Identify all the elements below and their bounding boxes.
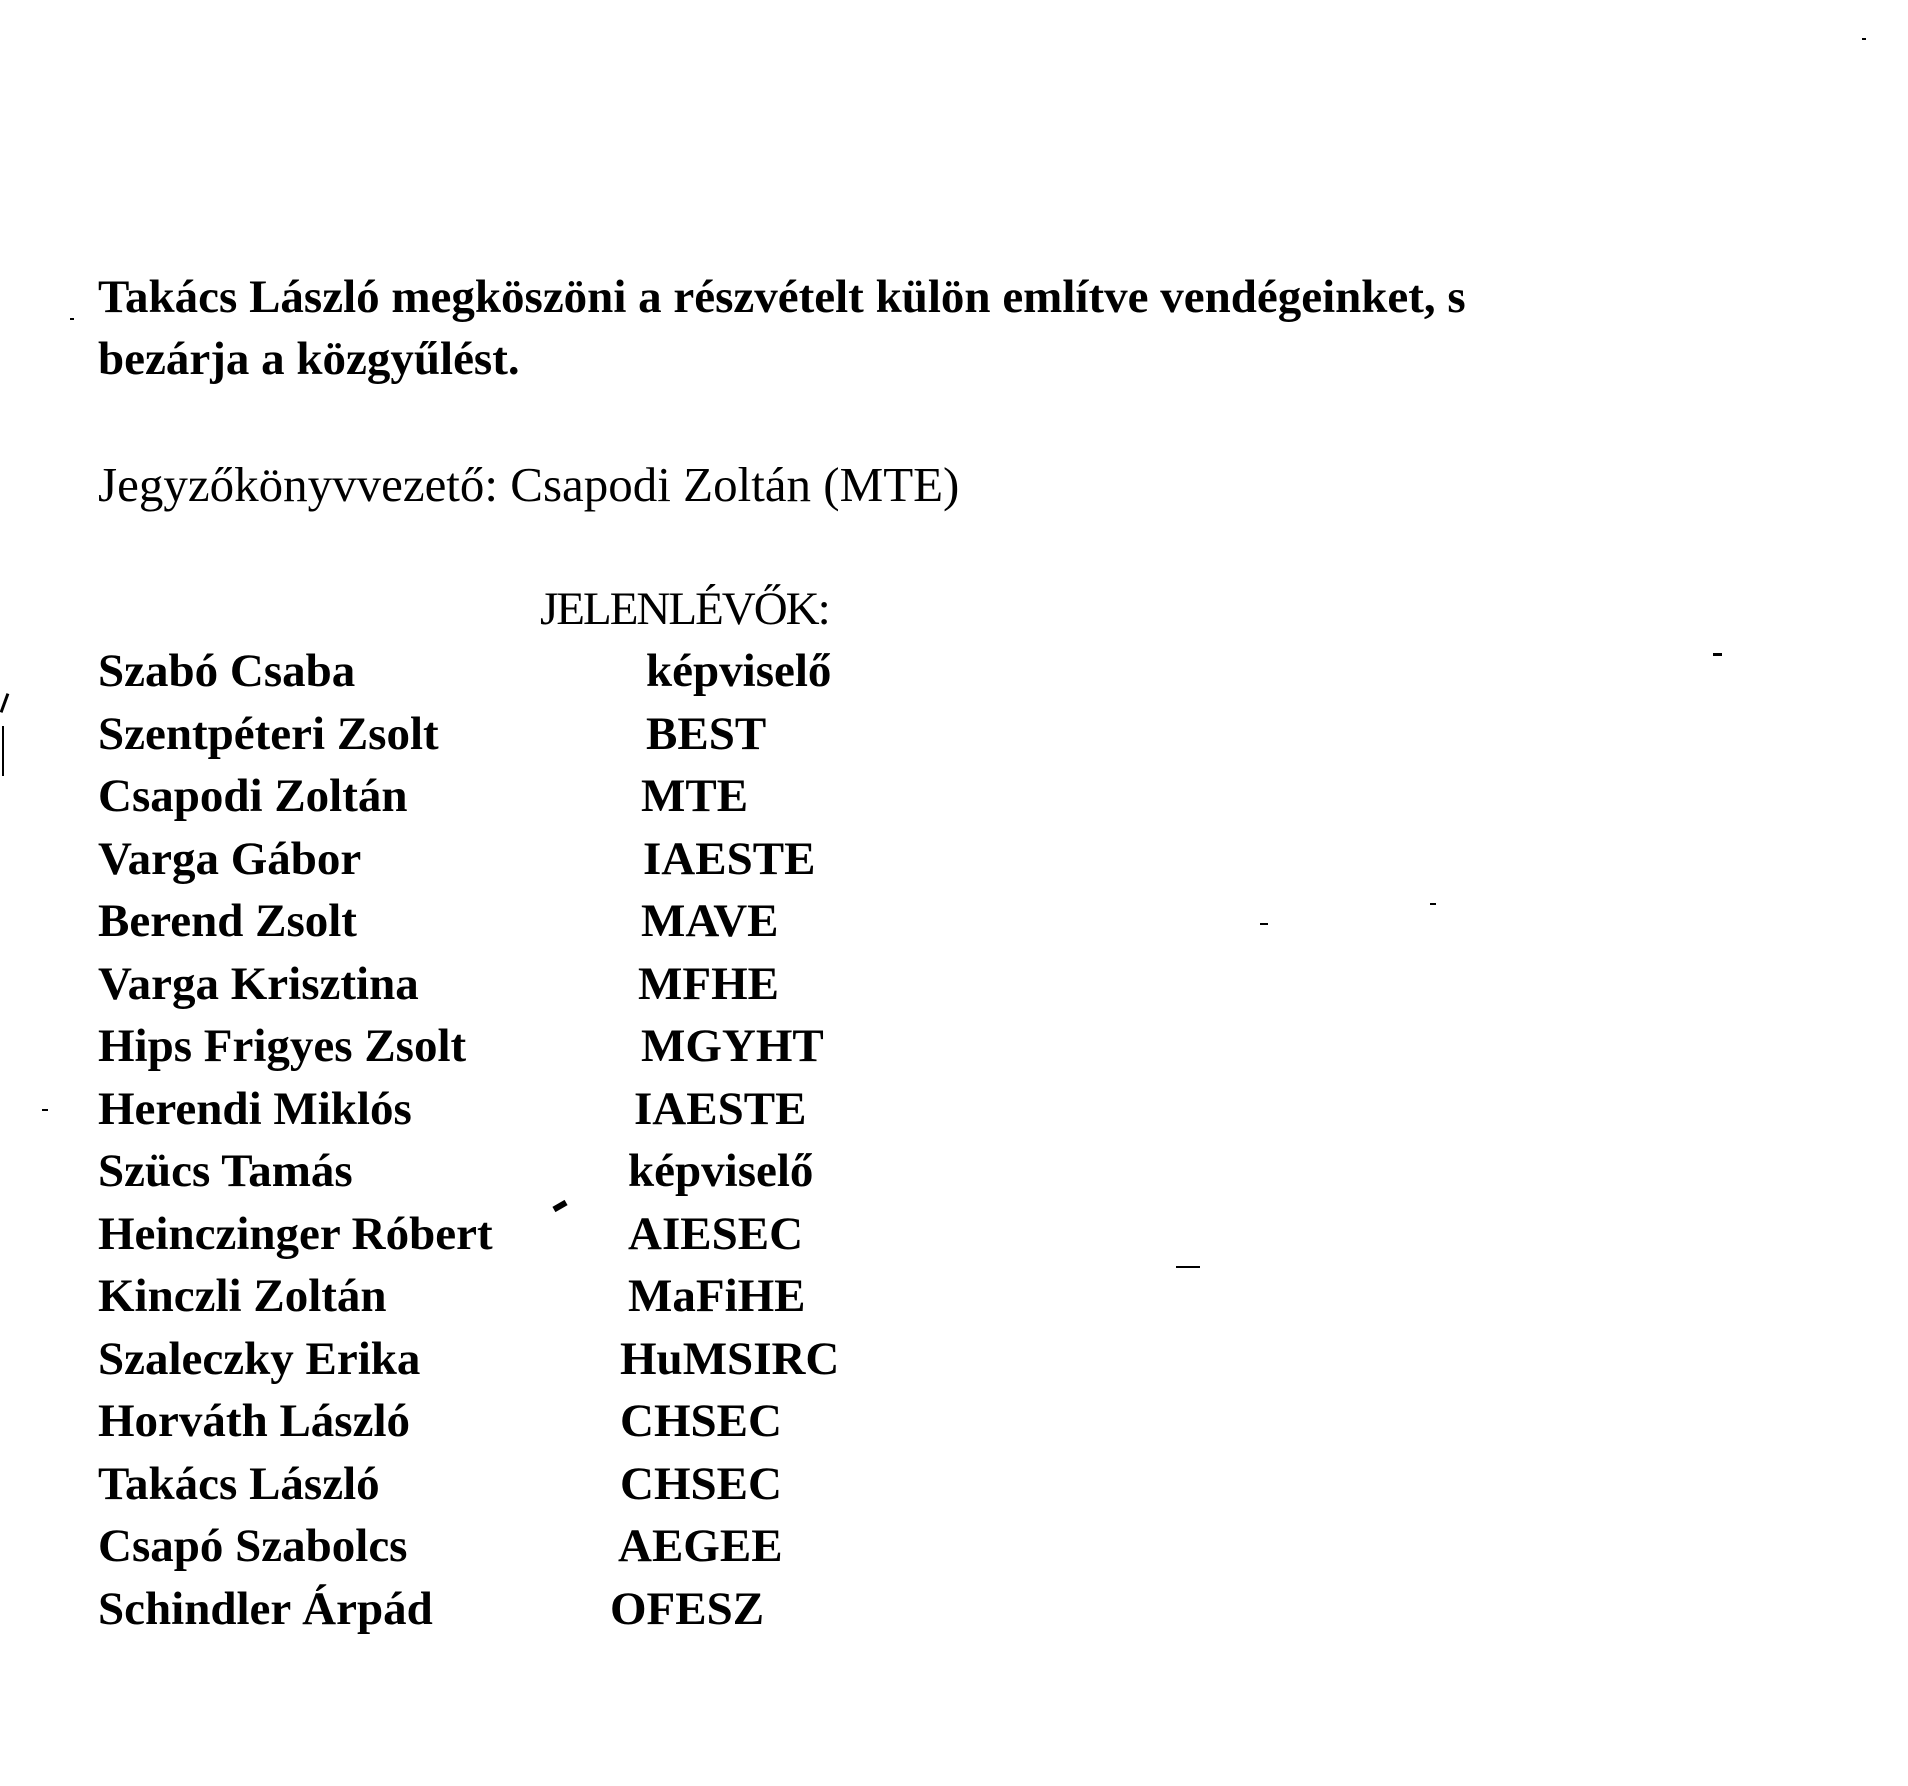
attendee-org: MAVE bbox=[641, 895, 779, 947]
attendee-row bbox=[98, 1140, 998, 1203]
scan-speck bbox=[1862, 38, 1866, 40]
attendee-org: AEGEE bbox=[618, 1520, 783, 1572]
scan-speck bbox=[42, 1109, 48, 1111]
attendee-row bbox=[98, 1515, 998, 1578]
attendee-row bbox=[98, 953, 998, 1016]
attendee-org: CHSEC bbox=[620, 1457, 782, 1510]
attendee-row bbox=[98, 1390, 998, 1453]
attendee-name: Heinczinger Róbert bbox=[98, 1207, 493, 1260]
scan-speck bbox=[1430, 903, 1436, 905]
attendee-row bbox=[98, 1578, 998, 1641]
attendee-name: Szücs Tamás bbox=[98, 1145, 353, 1197]
attendee-row bbox=[98, 1015, 998, 1078]
attendee-org: IAESTE bbox=[643, 832, 816, 885]
scan-speck bbox=[1176, 1266, 1200, 1268]
attendee-name: Csapodi Zoltán bbox=[98, 770, 408, 822]
attendee-name: Kinczli Zoltán bbox=[98, 1270, 387, 1322]
attendees-heading: JELENLÉVŐK: bbox=[540, 583, 829, 635]
attendee-row bbox=[98, 1078, 998, 1141]
scan-speck bbox=[1713, 653, 1722, 656]
attendee-row bbox=[98, 1265, 998, 1328]
attendee-org: BEST bbox=[646, 707, 767, 760]
attendee-name: Varga Gábor bbox=[98, 832, 362, 885]
attendee-org: AIESEC bbox=[628, 1207, 804, 1260]
attendee-org: MTE bbox=[641, 770, 749, 822]
attendee-org: OFESZ bbox=[610, 1582, 765, 1635]
attendee-name: Takács László bbox=[98, 1457, 380, 1510]
attendee-row bbox=[98, 1203, 998, 1266]
attendee-org: MFHE bbox=[638, 957, 779, 1010]
attendee-name: Horváth László bbox=[98, 1395, 411, 1447]
attendee-name: Berend Zsolt bbox=[98, 895, 357, 947]
attendee-name: Szentpéteri Zsolt bbox=[98, 707, 439, 760]
attendee-row bbox=[98, 765, 998, 828]
attendee-name: Szaleczky Erika bbox=[98, 1332, 421, 1385]
scan-speck bbox=[70, 318, 74, 320]
closing-paragraph bbox=[98, 266, 1466, 390]
attendee-row bbox=[98, 1453, 998, 1516]
attendee-org: képviselő bbox=[628, 1145, 814, 1197]
attendee-name: Hips Frigyes Zsolt bbox=[98, 1020, 467, 1072]
attendee-name: Schindler Árpád bbox=[98, 1582, 433, 1635]
recorder-line: Jegyzőkönyvvezető: Csapodi Zoltán (MTE) bbox=[98, 457, 960, 512]
attendee-org: IAESTE bbox=[634, 1082, 807, 1135]
attendees-list bbox=[98, 640, 998, 1640]
attendee-org: képviselő bbox=[646, 645, 832, 697]
attendee-row bbox=[98, 890, 998, 953]
attendee-row bbox=[98, 1328, 998, 1391]
attendee-row bbox=[98, 703, 998, 766]
attendee-org: CHSEC bbox=[620, 1395, 782, 1447]
scan-speck bbox=[2, 726, 4, 776]
attendee-name: Csapó Szabolcs bbox=[98, 1520, 408, 1572]
closing-line-1: Takács László megköszöni a részvételt külön említve vendégeinket, s bbox=[98, 271, 1466, 323]
attendee-org: MaFiHE bbox=[628, 1270, 806, 1322]
attendee-name: Szabó Csaba bbox=[98, 645, 356, 697]
attendee-org: MGYHT bbox=[641, 1020, 824, 1072]
attendee-name: Varga Krisztina bbox=[98, 957, 419, 1010]
attendee-row bbox=[98, 640, 998, 703]
attendee-row bbox=[98, 828, 998, 891]
scan-speck bbox=[0, 693, 9, 713]
attendee-name: Herendi Miklós bbox=[98, 1082, 412, 1135]
scan-speck bbox=[1260, 923, 1268, 925]
closing-line-2: bezárja a közgyűlést. bbox=[98, 333, 520, 385]
attendee-org: HuMSIRC bbox=[620, 1332, 840, 1385]
